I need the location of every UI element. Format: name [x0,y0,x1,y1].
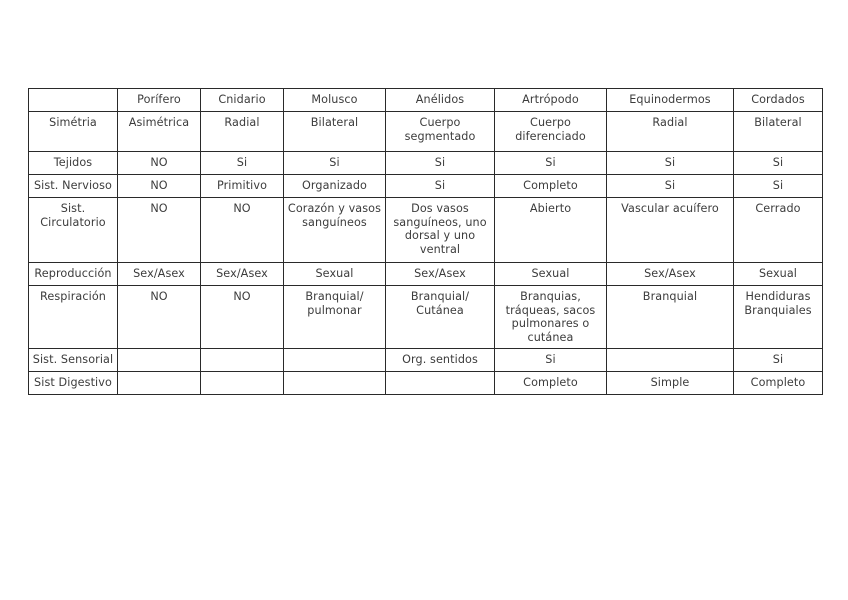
table-cell: Sex/Asex [118,263,201,286]
table-cell: NO [118,286,201,349]
table-row [29,152,823,175]
table-cell: Corazón y vasos sanguíneos [284,198,386,263]
table-cell: Si [607,152,734,175]
table-cell: Si [495,349,607,372]
table-cell: NO [118,175,201,198]
row-label: Sist Digestivo [29,372,118,395]
table-row [29,263,823,286]
table-cell: Si [284,152,386,175]
row-label: Simétria [29,112,118,152]
table-cell: Completo [495,372,607,395]
table-cell: NO [201,198,284,263]
row-label: Reproducción [29,263,118,286]
header-cell: Cordados [734,89,823,112]
table-cell: Si [734,349,823,372]
table-row [29,372,823,395]
table-cell: Sex/Asex [386,263,495,286]
header-cell: Anélidos [386,89,495,112]
table-cell: Completo [734,372,823,395]
table-cell [201,349,284,372]
table-cell: Radial [607,112,734,152]
table-cell: Cerrado [734,198,823,263]
row-label: Sist. Nervioso [29,175,118,198]
table-cell: Completo [495,175,607,198]
table-cell: Cuerpo segmentado [386,112,495,152]
table-cell: Hendiduras Branquiales [734,286,823,349]
table-cell: Sexual [734,263,823,286]
table-cell: Bilateral [734,112,823,152]
table-cell: Org. sentidos [386,349,495,372]
table-cell: Primitivo [201,175,284,198]
table-row [29,349,823,372]
table-cell [284,349,386,372]
table-row [29,286,823,349]
header-cell [29,89,118,112]
header-cell: Molusco [284,89,386,112]
table-cell: Vascular acuífero [607,198,734,263]
header-cell: Porífero [118,89,201,112]
table-cell: Cuerpo diferenciado [495,112,607,152]
header-cell: Artrópodo [495,89,607,112]
table-cell: Branquias, tráqueas, sacos pulmonares o cutánea [495,286,607,349]
table-row [29,112,823,152]
table-cell: NO [118,152,201,175]
header-row [29,89,823,112]
table-cell: Si [386,175,495,198]
table-cell: Sex/Asex [607,263,734,286]
table-cell [118,372,201,395]
table-cell: Radial [201,112,284,152]
table-cell: Branquial [607,286,734,349]
table-cell: Sexual [284,263,386,286]
table-cell: Si [495,152,607,175]
table-row [29,175,823,198]
table-cell: Si [386,152,495,175]
table-cell [284,372,386,395]
table-cell: Si [201,152,284,175]
row-label: Sist. Sensorial [29,349,118,372]
table-cell: Bilateral [284,112,386,152]
table-cell: Si [607,175,734,198]
table-cell: Asimétrica [118,112,201,152]
row-label: Respiración [29,286,118,349]
header-cell: Cnidario [201,89,284,112]
table-cell: NO [118,198,201,263]
row-label: Sist. Circulatorio [29,198,118,263]
table-cell [201,372,284,395]
table-cell: Simple [607,372,734,395]
table-cell: Si [734,152,823,175]
table-cell [607,349,734,372]
table-cell: Sex/Asex [201,263,284,286]
table-cell [118,349,201,372]
table-cell: Dos vasos sanguíneos, uno dorsal y uno ventral [386,198,495,263]
table-cell: Branquial/ Cutánea [386,286,495,349]
table-row [29,198,823,263]
table-cell [386,372,495,395]
table-cell: Abierto [495,198,607,263]
table-cell: Si [734,175,823,198]
table-cell: NO [201,286,284,349]
header-cell: Equinodermos [607,89,734,112]
table-cell: Organizado [284,175,386,198]
table-cell: Branquial/ pulmonar [284,286,386,349]
table-cell: Sexual [495,263,607,286]
row-label: Tejidos [29,152,118,175]
comparison-table [28,88,823,395]
